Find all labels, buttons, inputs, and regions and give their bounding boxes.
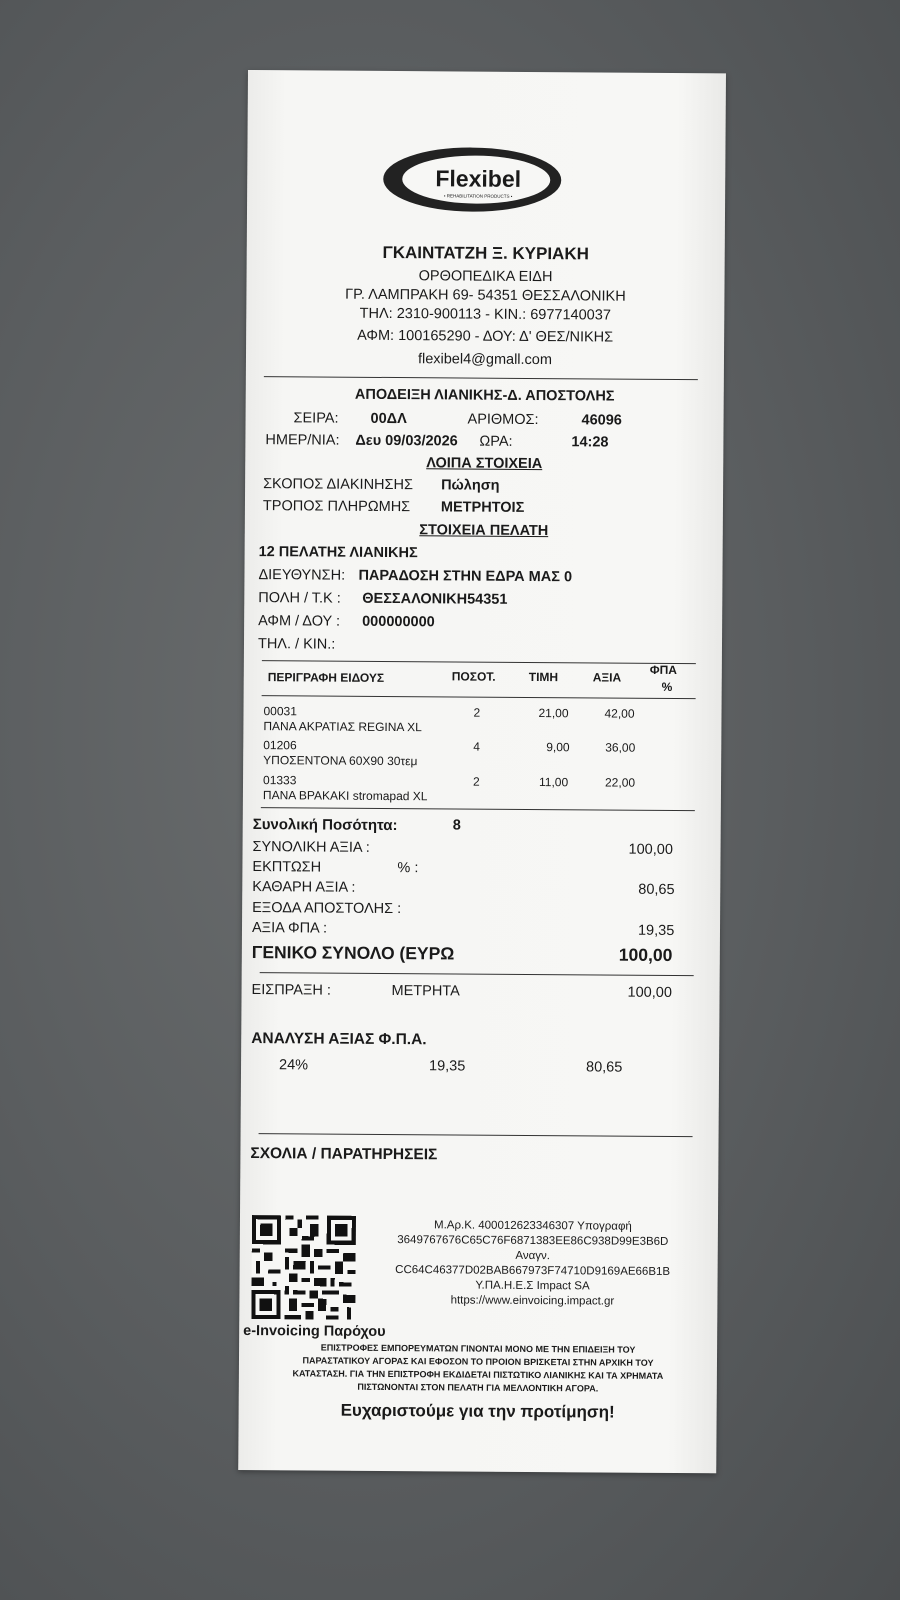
net-value-value: 80,65 (638, 881, 675, 898)
vat-analysis-heading: ΑΝΑΛΥΣΗ ΑΞΙΑΣ Φ.Π.Α. (251, 1030, 427, 1049)
receipt-title: ΑΠΟΔΕΙΞΗ ΛΙΑΝΙΚΗΣ-Δ. ΑΠΟΣΤΟΛΗΣ (354, 386, 615, 405)
series-value: 00ΔΛ (370, 410, 407, 428)
business-email: flexibel4@gmall.com (417, 351, 553, 369)
col-header-price: ΤΙΜΗ (528, 669, 559, 685)
other-info-heading: ΛΟΙΠΑ ΣΤΟΙΧΕΙΑ (426, 455, 543, 473)
divider (261, 807, 695, 811)
item-value: 42,00 (604, 706, 635, 721)
returns-line: ΠΑΡΑΣΤΑΤΙΚΟΥ ΑΓΟΡΑΣ ΚΑΙ ΕΦΟΣΟΝ ΤΟ ΠΡΟΙΟΝ ΒΡΙΣΚΕΤΑΙ ΣΤΗΝ ΑΡΧΙΚΗ ΤΟΥ (302, 1355, 654, 1368)
item-value: 22,00 (604, 775, 636, 790)
item-qty: 2 (473, 705, 481, 720)
collection-label: ΕΙΣΠΡΑΞΗ : (251, 982, 331, 999)
customer-city-label: ΠΟΛΗ / Τ.Κ : (258, 590, 341, 607)
qr-code-icon (251, 1215, 356, 1320)
business-phones: ΤΗΛ: 2310-900113 - ΚΙΝ.: 6977140037 (359, 305, 611, 324)
col-header-vat-pct: % (661, 679, 673, 694)
vat-value-label: ΑΞΙΑ ΦΠΑ : (251, 920, 328, 937)
flexibel-logo (382, 146, 562, 213)
series-label: ΣΕΙΡΑ: (293, 410, 339, 427)
business-tax: ΑΦΜ: 100165290 - ΔΟΥ: Δ' ΘΕΣ/ΝΙΚΗΣ (357, 327, 614, 346)
grand-total-label: ΓΕΝΙΚΟ ΣΥΝΟΛΟ (ΕΥΡΩ (251, 942, 455, 964)
item-description: ΥΠΟΣΕΝΤΟΝΑ 60Χ90 30τεμ (263, 753, 418, 769)
einvoice-auth-label: Αναγν. (515, 1249, 551, 1263)
business-address: ΓΡ. ΛΑΜΠΡΑΚΗ 69- 54351 ΘΕΣΣΑΛΟΝΙΚΗ (345, 286, 626, 305)
returns-line: ΕΠΙΣΤΡΟΦΕΣ ΕΜΠΟΡΕΥΜΑΤΩΝ ΓΙΝΟΝΤΑΙ ΜΟΝΟ ΜΕ ΤΗΝ ΕΠΙΔΕΙΞΗ ΤΟΥ (320, 1342, 636, 1355)
purpose-label: ΣΚΟΠΟΣ ΔΙΑΚΙΝΗΣΗΣ (263, 476, 414, 494)
payment-value: ΜΕΤΡΗΤΟΙΣ (440, 499, 525, 516)
time-label: ΩΡΑ: (479, 433, 513, 450)
col-header-qty: ΠΟΣΟΤ. (451, 669, 496, 684)
einvoice-url: https://www.einvoicing.impact.gr (450, 1294, 615, 1308)
customer-name: 12 ΠΕΛΑΤΗΣ ΛΙΑΝΙΚΗΣ (258, 544, 418, 562)
col-header-description: ΠΕΡΙΓΡΑΦΗ ΕΙΔΟΥΣ (267, 670, 385, 685)
item-qty: 4 (473, 739, 481, 754)
customer-heading: ΣΤΟΙΧΕΙΑ ΠΕΛΑΤΗ (419, 522, 549, 540)
vat-value-value: 19,35 (637, 922, 675, 939)
returns-line: ΚΑΤΑΣΤΑΣΗ. ΓΙΑ ΤΗΝ ΕΠΙΣΤΡΟΦΗ ΕΚΔΙΔΕΤΑΙ ΠΙΣΤΩΤΙΚΟ ΛΙΑΝΙΚΗΣ ΚΑΙ ΤΑ ΧΡΗΜΑΤΑ (292, 1368, 664, 1381)
customer-city-value: ΘΕΣΣΑΛΟΝΙΚΗ54351 (362, 590, 508, 608)
divider (262, 695, 696, 699)
time-value: 14:28 (571, 434, 609, 451)
business-name: ΓΚΑΙΝΤΑΤΖΗ Ξ. ΚΥΡΙΑΚΗ (382, 242, 590, 264)
thanks-message: Ευχαριστούμε για την προτίμηση! (340, 1400, 615, 1422)
total-value-label: ΣΥΝΟΛΙΚΗ ΑΞΙΑ : (252, 839, 370, 856)
customer-tax-value: 000000000 (362, 613, 435, 631)
divider (264, 376, 698, 380)
date-label: ΗΜΕΡ/ΝΙΑ: (265, 432, 340, 449)
vat-amount: 19,35 (428, 1058, 466, 1075)
einvoice-signature: 3649767676C65C76F6871383EE86C938D99E3B6D (397, 1234, 669, 1248)
collection-method: ΜΕΤΡΗΤΑ (391, 983, 460, 1000)
collection-value: 100,00 (627, 984, 672, 1001)
customer-phone-label: ΤΗΛ. / ΚΙΝ.: (257, 636, 336, 653)
logo-text: Flexibel (435, 165, 522, 192)
divider (260, 972, 694, 976)
number-value: 46096 (581, 412, 622, 429)
vat-net: 80,65 (585, 1059, 623, 1076)
item-description: ΠΑΝΑ ΒΡΑΚΑΚΙ stromapad XL (262, 788, 428, 804)
total-qty-label: Συνολική Ποσότητα: (252, 816, 398, 835)
shipping-label: ΕΞΟΔΑ ΑΠΟΣΤΟΛΗΣ : (252, 900, 402, 918)
vat-rate: 24% (278, 1057, 309, 1074)
business-type: ΟΡΘΟΠΕΔΙΚΑ ΕΙΔΗ (418, 268, 553, 286)
receipt-paper (238, 70, 726, 1473)
payment-label: ΤΡΟΠΟΣ ΠΛΗΡΩΜΗΣ (262, 498, 411, 516)
item-price: 21,00 (538, 706, 569, 721)
returns-line: ΠΙΣΤΩΝΟΝΤΑΙ ΣΤΟΝ ΠΕΛΑΤΗ ΓΙΑ ΜΕΛΛΟΝΤΙΚΗ ΑΓΟΡΑ. (357, 1381, 599, 1394)
item-description: ΠΑΝΑ ΑΚΡΑΤΙΑΣ REGINA XL (263, 719, 422, 735)
customer-address-value: ΠΑΡΑΔΟΣΗ ΣΤΗΝ ΕΔΡΑ ΜΑΣ 0 (358, 567, 573, 586)
discount-pct: % : (397, 860, 419, 877)
item-price: 9,00 (546, 740, 570, 755)
item-code: 00031 (263, 704, 297, 719)
customer-address-label: ΔΙΕΥΘΥΝΣΗ: (258, 567, 346, 584)
item-price: 11,00 (538, 775, 569, 790)
total-qty-value: 8 (452, 817, 461, 834)
number-label: ΑΡΙΘΜΟΣ: (467, 411, 539, 429)
total-value-value: 100,00 (628, 841, 673, 858)
customer-tax-label: ΑΦΜ / ΔΟΥ : (258, 613, 341, 630)
logo-tagline: • REHABILITATION PRODUCTS • (443, 193, 513, 199)
comments-heading: ΣΧΟΛΙΑ / ΠΑΡΑΤΗΡΗΣΕΙΣ (250, 1145, 438, 1164)
net-value-label: ΚΑΘΑΡΗ ΑΞΙΑ : (252, 879, 356, 896)
einvoice-provider: Υ.ΠΑ.Η.Ε.Σ Impact SA (475, 1279, 590, 1293)
purpose-value: Πώληση (441, 477, 500, 494)
einvoice-mark-line: Μ.Αρ.Κ. 400012623346307 Υπογραφή (433, 1219, 632, 1233)
item-qty: 2 (472, 774, 480, 789)
grand-total-value: 100,00 (618, 944, 673, 965)
item-value: 36,00 (605, 740, 636, 755)
col-header-value: ΑΞΙΑ (592, 670, 622, 685)
divider (262, 660, 696, 664)
einvoice-provider-label: e-Invoicing Παρόχου (243, 1322, 386, 1340)
col-header-vat: ΦΠΑ (649, 662, 678, 678)
divider (259, 1133, 693, 1137)
date-value: Δευ 09/03/2026 (355, 432, 458, 450)
item-code: 01206 (263, 738, 297, 753)
einvoice-auth-code: CC64C46377D02BAB667973F74710D9169AE66B1B (395, 1264, 671, 1278)
discount-label: ΕΚΠΤΩΣΗ (252, 859, 322, 876)
item-code: 01333 (262, 773, 297, 788)
